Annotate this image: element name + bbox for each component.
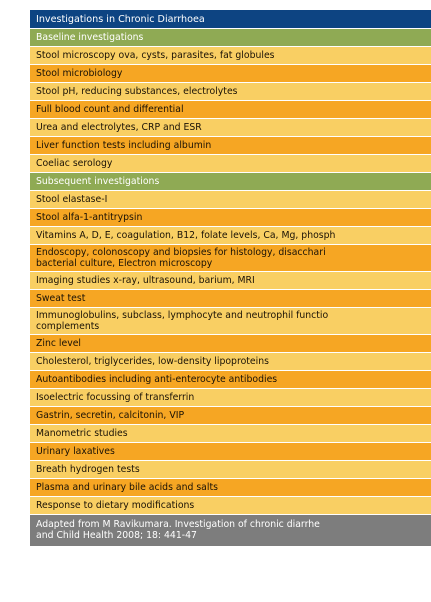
section-heading-baseline: Baseline investigations [30,29,431,47]
table-row: Isoelectric focussing of transferrin [30,389,431,407]
table-row: Stool microbiology [30,65,431,83]
table-row: Manometric studies [30,425,431,443]
table-row: Gastrin, secretin, calcitonin, VIP [30,407,431,425]
table-row-line: bacterial culture, Electron microscopy [36,258,213,269]
table-row: Stool microscopy ova, cysts, parasites, fat globules [30,47,431,65]
table-row: Liver function tests including albumin [30,137,431,155]
table-row: Stool alfa-1-antitrypsin [30,209,431,227]
table-row: Urinary laxatives [30,443,431,461]
section-heading-subsequent: Subsequent investigations [30,173,431,191]
table-row: Full blood count and differential [30,101,431,119]
table-row: Imaging studies x-ray, ultrasound, barium, MRI [30,272,431,290]
table-row: Autoantibodies including anti-enterocyte antibodies [30,371,431,389]
table-row: Plasma and urinary bile acids and salts [30,479,431,497]
source-footnote [30,515,431,546]
table-row-line: complements [36,321,100,332]
table-row: Breath hydrogen tests [30,461,431,479]
table-row: Stool pH, reducing substances, electrolytes [30,83,431,101]
table-row: Stool elastase-I [30,191,431,209]
source-footnote-line: Adapted from M Ravikumara. Investigation of chronic diarrhe [36,519,320,530]
table-row: Vitamins A, D, E, coagulation, B12, folate levels, Ca, Mg, phosph [30,227,431,245]
table-row-line: Immunoglobulins, subclass, lymphocyte and neutrophil functio [36,310,329,321]
table-row-line: Endoscopy, colonoscopy and biopsies for histology, disacchari [36,247,326,258]
table-row [30,245,431,272]
table-row: Urea and electrolytes, CRP and ESR [30,119,431,137]
investigations-table [30,10,431,546]
table-row: Cholesterol, triglycerides, low-density lipoproteins [30,353,431,371]
table-row: Response to dietary modifications [30,497,431,515]
table-title: Investigations in Chronic Diarrhoea [30,10,431,29]
table-row: Coeliac serology [30,155,431,173]
table-row: Zinc level [30,335,431,353]
table-row: Sweat test [30,290,431,308]
source-footnote-line: and Child Health 2008; 18: 441-47 [36,530,197,541]
table-row [30,308,431,335]
